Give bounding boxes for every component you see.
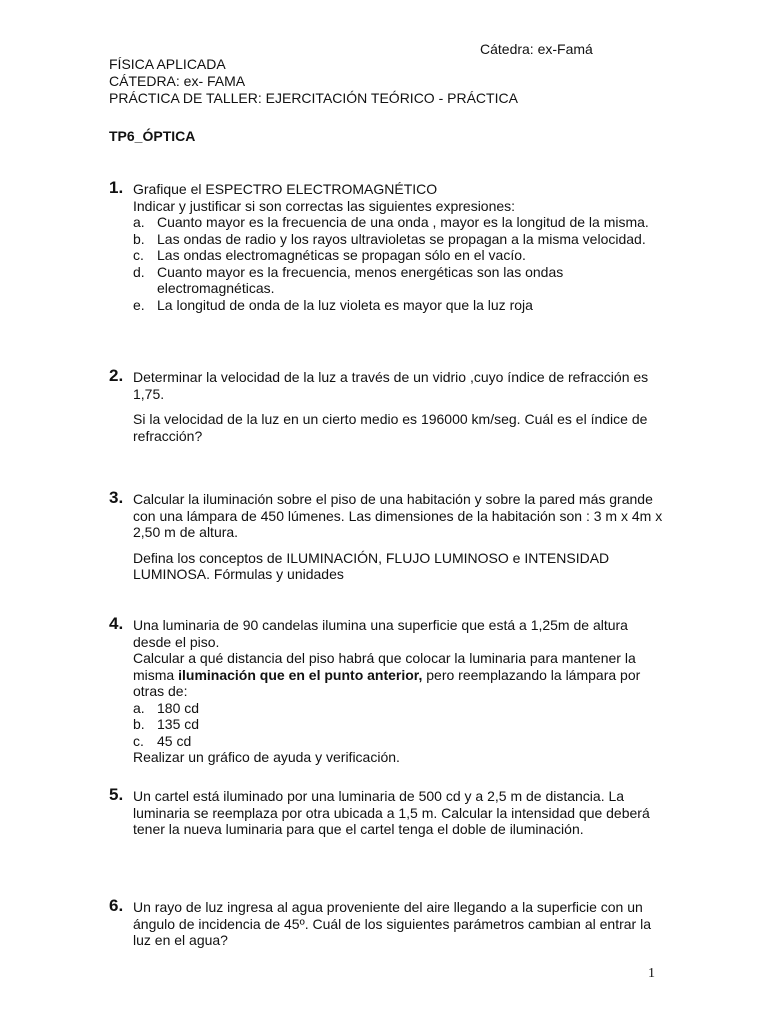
list-marker: c. <box>133 732 144 749</box>
statement-list <box>133 214 664 313</box>
list-item <box>133 297 664 314</box>
question-3 <box>109 488 664 583</box>
list-marker: a. <box>133 214 145 230</box>
list-item <box>133 716 664 733</box>
question-intro: Indicar y justificar si son correctas las siguientes expresiones: <box>133 197 516 214</box>
course-title: FÍSICA APLICADA <box>109 56 226 72</box>
list-text: Cuanto mayor es la frecuencia, menos energéticas son las ondas electromagnéticas. <box>157 263 564 296</box>
question-paragraph: Calcular la iluminación sobre el piso de una habitación y sobre la pared más grande con una lámpara de 450 lúmenes. Las dimensiones de la habitación son : 3 m x 4m x 2,50 m de altura. <box>133 491 663 540</box>
question-paragraph: Realizar un gráfico de ayuda y verificación. <box>133 749 400 765</box>
catedra-top-header: Cátedra: ex-Famá <box>480 41 593 57</box>
page-number: 1 <box>648 966 655 981</box>
question-title: Grafique el ESPECTRO ELECTROMAGNÉTICO <box>133 181 438 197</box>
catedra-line: CÁTEDRA: ex- FAMA <box>109 73 246 89</box>
question-number: 6. <box>109 896 124 915</box>
list-item <box>133 247 664 264</box>
list-text: La longitud de onda de la luz violeta es mayor que la luz roja <box>157 296 533 313</box>
list-text: Las ondas electromagnéticas se propagan sólo en el vacío. <box>157 247 526 263</box>
emphasis-text: iluminación que en el punto anterior, <box>178 666 423 683</box>
list-marker: b. <box>133 230 145 247</box>
question-number: 5. <box>109 785 124 804</box>
question-paragraph: Un cartel está iluminado por una luminaria de 500 cd y a 2,5 m de distancia. La luminaria se reemplaza por otra ubicada a 1,5 m. Calcular la intensidad que deberá tener la nueva luminaria para que el cartel tenga el doble de iluminación. <box>133 788 650 837</box>
practice-title: PRÁCTICA DE TALLER: EJERCITACIÓN TEÓRICO - PRÁCTICA <box>109 90 518 106</box>
text-run: Calcular a qué distancia del piso habrá que colocar la luminaria para mantener la misma <box>133 650 636 683</box>
question-number: 1. <box>109 178 124 197</box>
question-number: 3. <box>109 488 124 507</box>
list-marker: d. <box>133 263 145 280</box>
list-item <box>133 700 664 717</box>
list-item <box>133 733 664 750</box>
list-marker: e. <box>133 296 145 313</box>
tp-title: TP6_ÓPTICA <box>109 128 196 144</box>
question-paragraph: Si la velocidad de la luz en un cierto medio es 196000 km/seg. Cuál es el índice de refracción? <box>133 411 648 444</box>
question-2 <box>109 366 664 444</box>
question-number: 2. <box>109 366 124 385</box>
text-run: pero reemplazando la lámpara por otras de: <box>133 666 641 699</box>
list-text: 180 cd <box>157 699 200 716</box>
question-6 <box>109 896 664 949</box>
question-paragraph: Un rayo de luz ingresa al agua proveniente del aire llegando a la superficie con un ángulo de incidencia de 45º. Cuál de los siguientes parámetros cambian al entrar la luz en el agua? <box>133 899 651 948</box>
list-item <box>133 214 664 231</box>
question-paragraph <box>133 650 664 700</box>
list-marker: b. <box>133 716 145 732</box>
question-paragraph: Defina los conceptos de ILUMINACIÓN, FLUJO LUMINOSO e INTENSIDAD LUMINOSA. Fórmulas y unidades <box>133 549 610 582</box>
list-text: Las ondas de radio y los rayos ultravioletas se propagan a la misma velocidad. <box>157 230 646 247</box>
question-paragraph: Determinar la velocidad de la luz a través de un vidrio ,cuyo índice de refracción es 1,75. <box>133 369 649 402</box>
question-4 <box>109 614 664 766</box>
list-marker: a. <box>133 699 145 716</box>
question-paragraph: Una luminaria de 90 candelas ilumina una superficie que está a 1,25m de altura desde el piso. <box>133 617 628 650</box>
list-text: 45 cd <box>157 732 192 749</box>
question-1 <box>109 178 664 313</box>
list-text: 135 cd <box>157 716 200 732</box>
list-item <box>133 264 664 297</box>
list-item <box>133 231 664 248</box>
question-number: 4. <box>109 614 124 633</box>
question-5 <box>109 785 664 838</box>
list-marker: c. <box>133 247 144 263</box>
option-list <box>133 700 664 750</box>
list-text: Cuanto mayor es la frecuencia de una onda , mayor es la longitud de la misma. <box>157 214 649 230</box>
